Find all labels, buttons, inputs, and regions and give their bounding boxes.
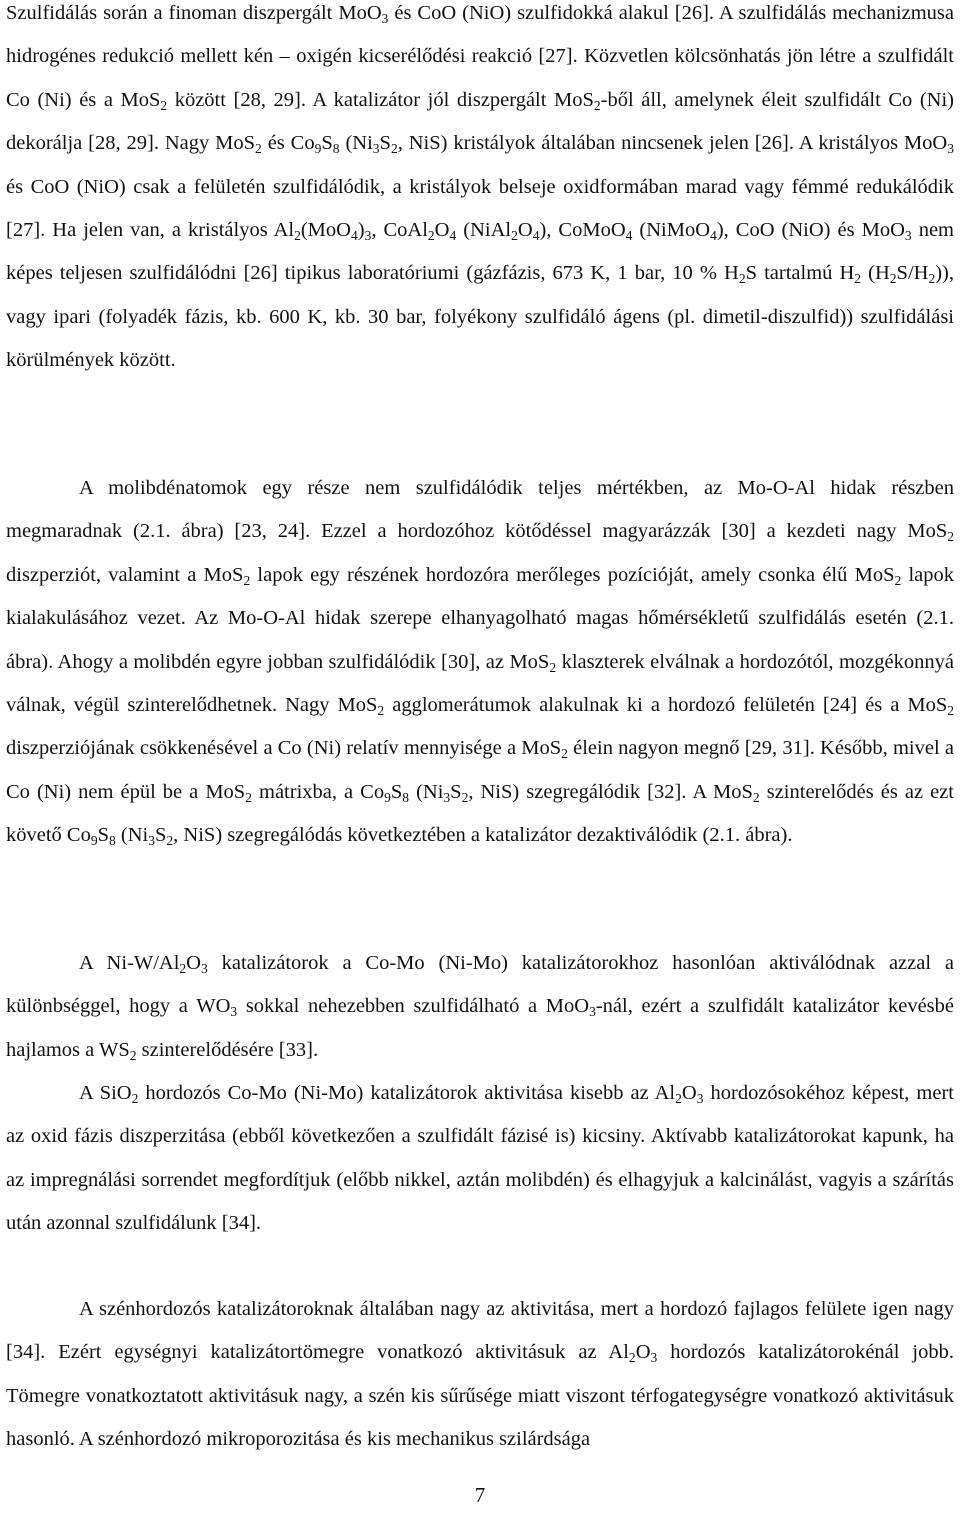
subscript: 3 [904,227,912,243]
subscript: 3 [148,833,155,849]
text-run: , NiS) szegregálódás következtében a katalizátor dezaktiválódik (2.1. ábra). [173,824,793,847]
text-run: hordozósokéhoz képest, mert az oxid fázis diszperzitása (ebből következően a szulfidált fázisé is) kicsiny. Aktívabb katalizátorokat kapunk, ha az impregnálási sorrendet megfordítjuk (előbb nikkel, aztán molibdén) és elhagyjuk a kalcinálást, vagyis a szárítás után azonnal szulfidálunk [34]. [6,1082,954,1235]
text-run: katalizátorok a Co-Mo (Ni-Mo) katalizátorokhoz hasonlóan aktiválódnak azzal a különbséggel, hogy a WO [6,952,955,1018]
text-run: , CoAl [371,219,428,242]
subscript: 3 [372,141,380,156]
text-run: sokkal nehezebben szulfidálható a MoO [237,995,590,1018]
subscript: 2 [377,702,385,718]
text-run: mátrixba, a Co [251,780,385,803]
text-run: (MoO [300,219,351,242]
text-run: lapok egy részének hordozóra merőleges pozícióját, amely csonka élű MoS [250,563,895,586]
text-run: O [635,1341,651,1364]
subscript: 3 [230,1004,238,1020]
text-run: ), CoMoO [539,219,626,242]
subscript: 2 [129,1047,137,1063]
subscript: 2 [628,1350,636,1366]
text-run: nem képes teljesen szulfidálódni [26] tipikus laboratóriumi (gázfázis, 673 K, 1 bar, 10 % H [6,219,955,285]
text-run: A SiO [79,1082,132,1104]
subscript: 3 [947,141,955,156]
paragraph-5 [6,1288,954,1462]
text-run: (Ni [115,824,149,847]
subscript: 2 [889,271,897,287]
subscript: 2 [894,572,902,588]
subscript: 2 [427,227,435,243]
text-run: S [379,132,391,155]
text-run: szinterelődésére [33]. [136,1038,319,1061]
text-run: S [97,824,110,847]
text-run: O [434,219,450,242]
subscript: 4 [625,227,633,243]
text-run: diszperziójának csökkenésével a Co (Ni) relatív mennyisége a MoS [6,737,562,760]
subscript: 3 [589,1004,596,1020]
subscript: 2 [675,1090,682,1106]
subscript: 9 [314,141,322,156]
subscript: 2 [243,572,251,588]
subscript: 2 [160,97,168,113]
subscript: 2 [752,789,760,805]
text-run: agglomerátumok alakulnak ki a hordozó felületén [24] és a MoS [384,694,948,717]
text-run: -ből áll, amelynek éleit szulfidált Co (Ni) dekorálja [28, 29]. Nagy MoS [6,88,954,155]
subscript: 3 [696,1090,704,1106]
text-run: hordozós Co-Mo (Ni-Mo) katalizátorok aktivitása kisebb az Al [138,1082,676,1104]
text-run: O [517,219,533,242]
paragraph-1 [6,0,954,383]
text-run: klaszterek elválnak a hordozótól, mozgékonnyá válnak, végül szinterelődhetnek. Nagy MoS [6,650,954,717]
subscript: 2 [549,659,557,675]
text-run: ), CoO (NiO) és MoO [716,219,905,242]
text-run: (Ni [339,132,373,155]
subscript: 3 [650,1350,658,1366]
paragraph-2 [6,467,954,858]
text-run: , NiS) szegregálódik [32]. A MoS [468,780,753,803]
subscript: 3 [381,10,389,26]
subscript: 2 [593,97,601,113]
text-run: szinterelődés és az ezt követő Co [6,780,955,847]
text-run: és CoO (NiO) csak a felületén szulfidálódik, a kristályok belseje oxidformában marad vagy fémmé redukálódik [27]. Ha jelen van, a kristályos Al [6,175,954,242]
subscript: 8 [109,833,116,849]
subscript: 2 [738,271,746,287]
subscript: 2 [390,141,398,156]
subscript: 3 [364,227,372,243]
subscript: 8 [332,141,340,156]
text-run: hordozós katalizátorokénál jobb. Tömegre vonatkoztatott aktivitásuk nagy, a szén kis sűrűsége miatt viszont térfogategységre vonatkozó aktivitásuk hasonló. A szénhordozó mikroporozitása és kis mechanikus szilárdsága [6,1341,955,1451]
subscript: 2 [245,789,252,805]
text-run: (H [861,262,890,285]
text-run: S/H [896,262,929,285]
subscript: 2 [255,141,262,156]
text-run: és CoO (NiO) szulfidokká alakul [26]. A szulfidálás mechanizmusa hidrogénes redukció mellett kén – oxigén kicserélődési reakció [27]. Közvetlen kölcsönhatás jön létre a szulfidált Co (Ni) és a MoS [6,2,954,111]
subscript: 9 [384,789,391,805]
text-run: (NiMoO [632,219,711,242]
text-run: O [681,1082,697,1104]
text-run: S [390,780,403,803]
paragraph-4 [6,1072,954,1246]
subscript: 2 [166,833,174,849]
subscript: 2 [179,960,187,976]
subscript: 2 [561,746,568,762]
text-run: S [321,132,333,155]
text-run: )), vagy ipari (folyadék fázis, kb. 600 K, kb. 30 bar, folyékony szulfidáló ágens (pl. dimetil-diszulfid)) szulfidálási körülmények között. [6,262,954,372]
text-run: A Ni-W/Al [79,952,180,974]
text-run: -nál, ezért a szulfidált katalizátor kevésbé hajlamos a WS [6,995,954,1061]
text-run: és Co [261,132,315,155]
text-run: S tartalmú H [745,262,855,285]
text-run: ) [357,219,365,242]
subscript: 2 [461,789,469,805]
text-run: (NiAl [456,219,512,242]
subscript: 4 [532,227,540,243]
paragraph-3 [6,942,954,1072]
text-run: lapok kialakulásához vezet. Az Mo-O-Al hidak szerepe elhanyagolható magas hőmérsékletű szulfidálás esetén (2.1. ábra). Ahogy a molibdén egyre jobban szulfidálódik [30], az MoS [6,563,954,673]
text-run: között [28, 29]. A katalizátor jól diszpergált MoS [167,88,594,111]
text-run: S [450,780,462,803]
text-run: Szulfidálás során a finoman diszpergált MoO [6,2,382,24]
text-run: , NiS) kristályok általában nincsenek jelen [26]. A kristályos MoO [397,132,948,155]
subscript: 2 [294,227,301,243]
text-run: diszperziót, valamint a MoS [6,563,244,586]
text-run: S [155,824,167,847]
subscript: 4 [710,227,717,243]
text-run: (Ni [409,780,444,803]
subscript: 2 [511,227,518,243]
text-run: A molibdénatomok egy része nem szulfidálódik teljes mértékben, az Mo-O-Al hidak részben megmaradnak (2.1. ábra) [23, 24]. Ezzel a hordozóhoz kötődéssel magyarázzák [30] a kezdeti nagy MoS [6,477,954,543]
text-run: O [186,952,201,974]
subscript: 2 [947,702,954,718]
page-number: 7 [474,1483,486,1507]
subscript: 4 [449,227,457,243]
subscript: 8 [402,789,410,805]
subscript: 3 [443,789,451,805]
subscript: 2 [854,271,862,287]
subscript: 9 [90,833,98,849]
text-run: A szénhordozós katalizátoroknak általában nagy az aktivitása, mert a hordozó fajlagos felülete igen nagy [34]. Ezért egységnyi katalizátortömegre vonatkozó aktivitásuk az Al [6,1298,954,1364]
subscript: 2 [928,271,936,287]
text-run: élein nagyon megnő [29, 31]. Később, mivel a Co (Ni) nem épül be a MoS [6,737,954,803]
subscript: 4 [350,227,358,243]
subscript: 2 [947,529,954,545]
subscript: 3 [200,960,208,976]
subscript: 2 [131,1090,139,1106]
